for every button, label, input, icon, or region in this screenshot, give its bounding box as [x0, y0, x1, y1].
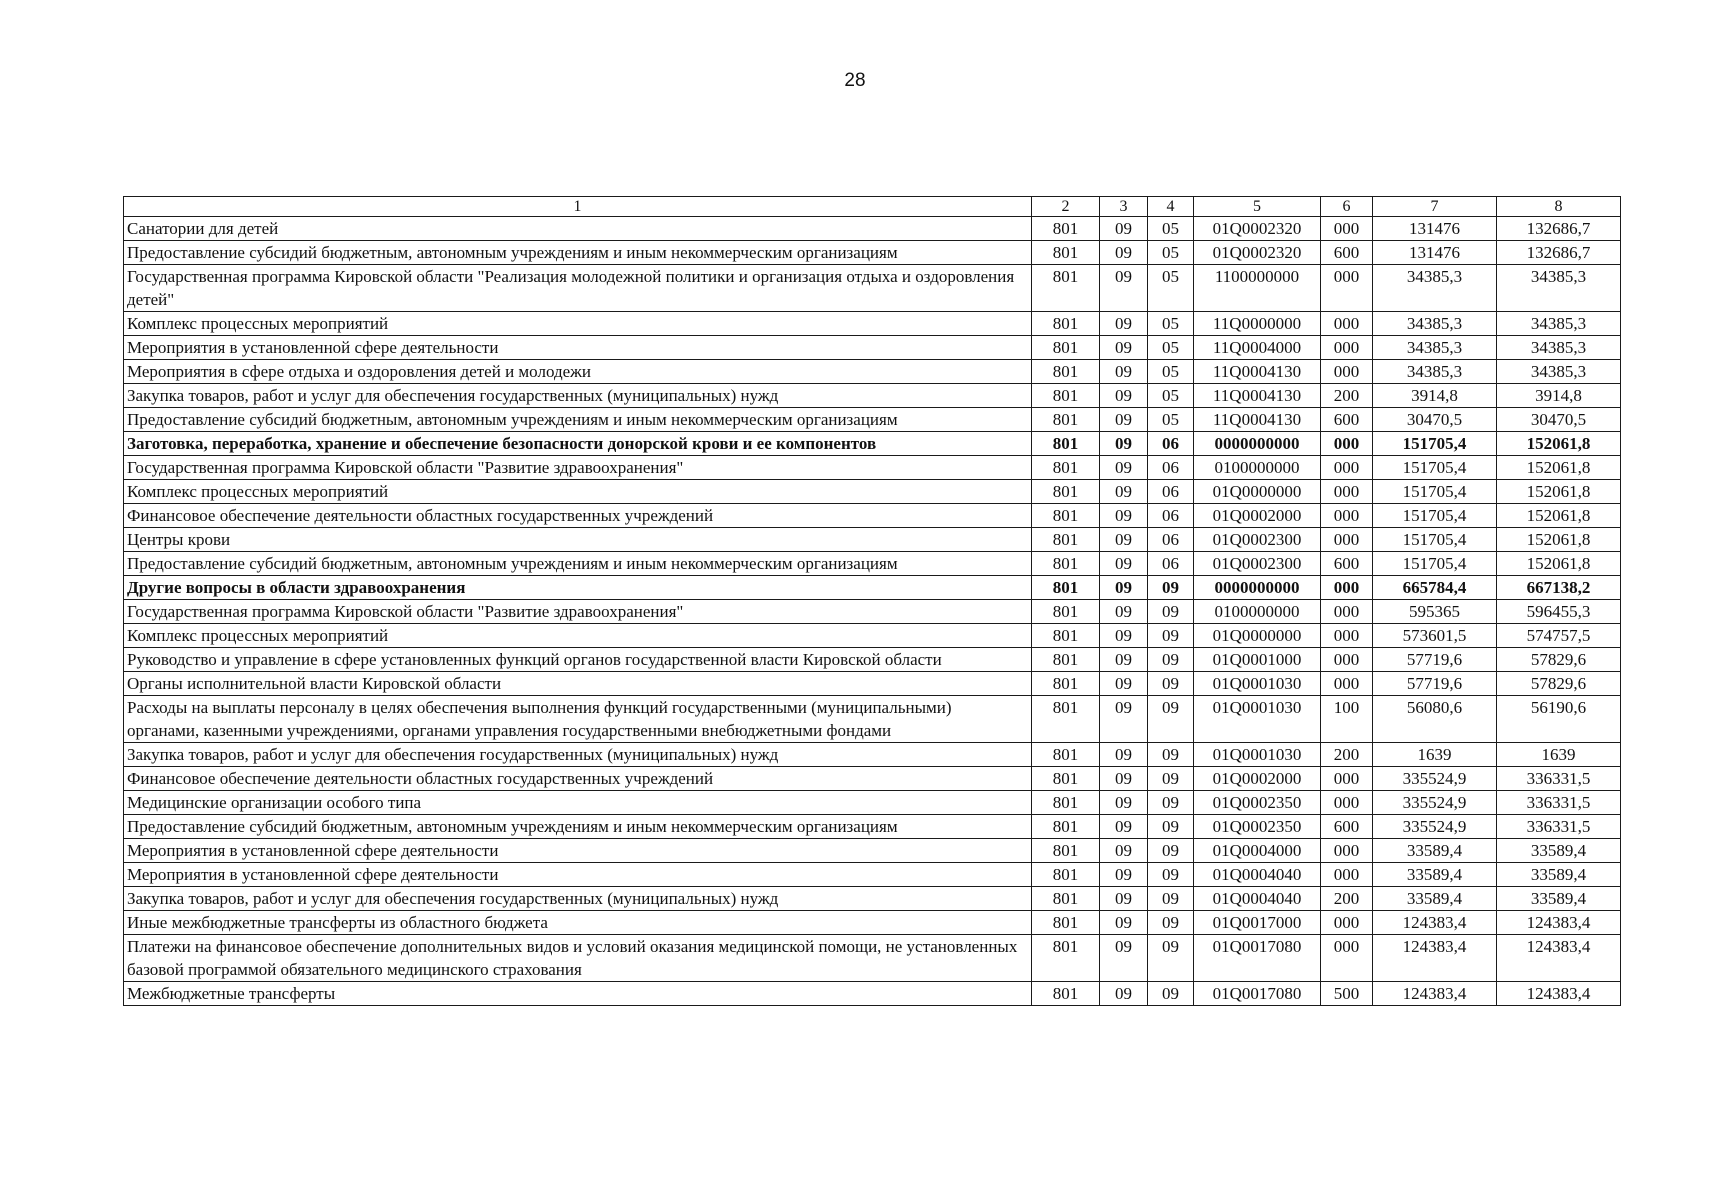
col8-amount-cell: 124383,4: [1497, 911, 1621, 935]
col8-amount-cell: 596455,3: [1497, 600, 1621, 624]
table-row: [124, 265, 1621, 312]
table-row: [124, 887, 1621, 911]
col3-cell: 09: [1100, 456, 1148, 480]
col3-cell: 09: [1100, 528, 1148, 552]
row-name-cell: Мероприятия в установленной сфере деятельности: [124, 863, 1032, 887]
col7-amount-cell: 56080,6: [1373, 696, 1497, 743]
col4-cell: 09: [1148, 672, 1194, 696]
col5-code-cell: 01Q0001030: [1194, 743, 1321, 767]
col2-cell: 801: [1032, 863, 1100, 887]
col8-amount-cell: 30470,5: [1497, 408, 1621, 432]
col6-cell: 000: [1321, 528, 1373, 552]
col8-amount-cell: 33589,4: [1497, 839, 1621, 863]
col5-code-cell: 01Q0004040: [1194, 887, 1321, 911]
col7-amount-cell: 151705,4: [1373, 480, 1497, 504]
col2-cell: 801: [1032, 600, 1100, 624]
col4-cell: 09: [1148, 696, 1194, 743]
col5-code-cell: 01Q0000000: [1194, 624, 1321, 648]
col8-amount-cell: 57829,6: [1497, 648, 1621, 672]
col2-cell: 801: [1032, 312, 1100, 336]
col8-amount-cell: 152061,8: [1497, 528, 1621, 552]
col5-code-cell: 01Q0001030: [1194, 672, 1321, 696]
col5-code-cell: 01Q0001030: [1194, 696, 1321, 743]
row-name-cell: Центры крови: [124, 528, 1032, 552]
row-name-cell: Санатории для детей: [124, 217, 1032, 241]
col3-cell: 09: [1100, 312, 1148, 336]
col3-cell: 09: [1100, 576, 1148, 600]
col6-cell: 000: [1321, 600, 1373, 624]
col6-cell: 600: [1321, 552, 1373, 576]
col4-cell: 09: [1148, 935, 1194, 982]
col3-cell: 09: [1100, 791, 1148, 815]
col5-code-cell: 11Q0004130: [1194, 360, 1321, 384]
col7-amount-cell: 57719,6: [1373, 648, 1497, 672]
header-cell: 1: [124, 197, 1032, 217]
col5-code-cell: 01Q0000000: [1194, 480, 1321, 504]
col6-cell: 000: [1321, 504, 1373, 528]
col7-amount-cell: 151705,4: [1373, 528, 1497, 552]
table-row: [124, 791, 1621, 815]
col4-cell: 05: [1148, 408, 1194, 432]
col8-amount-cell: 336331,5: [1497, 815, 1621, 839]
col8-amount-cell: 152061,8: [1497, 432, 1621, 456]
col2-cell: 801: [1032, 504, 1100, 528]
col3-cell: 09: [1100, 552, 1148, 576]
row-name-cell: Комплекс процессных мероприятий: [124, 480, 1032, 504]
col4-cell: 09: [1148, 982, 1194, 1006]
col7-amount-cell: 335524,9: [1373, 791, 1497, 815]
col4-cell: 09: [1148, 839, 1194, 863]
col7-amount-cell: 34385,3: [1373, 265, 1497, 312]
col8-amount-cell: 56190,6: [1497, 696, 1621, 743]
col2-cell: 801: [1032, 336, 1100, 360]
col2-cell: 801: [1032, 432, 1100, 456]
col5-code-cell: 01Q0004040: [1194, 863, 1321, 887]
col4-cell: 09: [1148, 767, 1194, 791]
table-row: [124, 935, 1621, 982]
table-row: [124, 600, 1621, 624]
row-name-cell: Финансовое обеспечение деятельности областных государственных учреждений: [124, 767, 1032, 791]
row-name-cell: Закупка товаров, работ и услуг для обеспечения государственных (муниципальных) нужд: [124, 887, 1032, 911]
col4-cell: 05: [1148, 336, 1194, 360]
col7-amount-cell: 595365: [1373, 600, 1497, 624]
col4-cell: 05: [1148, 241, 1194, 265]
col2-cell: 801: [1032, 935, 1100, 982]
col7-amount-cell: 3914,8: [1373, 384, 1497, 408]
col7-amount-cell: 335524,9: [1373, 815, 1497, 839]
col2-cell: 801: [1032, 839, 1100, 863]
table-body: [124, 217, 1621, 1006]
col4-cell: 09: [1148, 815, 1194, 839]
header-cell: 3: [1100, 197, 1148, 217]
col7-amount-cell: 124383,4: [1373, 935, 1497, 982]
col6-cell: 200: [1321, 384, 1373, 408]
col7-amount-cell: 33589,4: [1373, 887, 1497, 911]
table-row: [124, 648, 1621, 672]
col6-cell: 000: [1321, 265, 1373, 312]
row-name-cell: Иные межбюджетные трансферты из областного бюджета: [124, 911, 1032, 935]
col4-cell: 05: [1148, 265, 1194, 312]
col3-cell: 09: [1100, 432, 1148, 456]
table-row: [124, 312, 1621, 336]
col3-cell: 09: [1100, 408, 1148, 432]
col8-amount-cell: 124383,4: [1497, 935, 1621, 982]
col3-cell: 09: [1100, 767, 1148, 791]
col4-cell: 09: [1148, 743, 1194, 767]
col4-cell: 06: [1148, 456, 1194, 480]
col2-cell: 801: [1032, 982, 1100, 1006]
row-name-cell: Межбюджетные трансферты: [124, 982, 1032, 1006]
row-name-cell: Финансовое обеспечение деятельности областных государственных учреждений: [124, 504, 1032, 528]
col5-code-cell: 01Q0002000: [1194, 504, 1321, 528]
col5-code-cell: 01Q0002300: [1194, 528, 1321, 552]
table-row: [124, 552, 1621, 576]
header-cell: 4: [1148, 197, 1194, 217]
col3-cell: 09: [1100, 982, 1148, 1006]
col2-cell: 801: [1032, 528, 1100, 552]
col7-amount-cell: 1639: [1373, 743, 1497, 767]
row-name-cell: Закупка товаров, работ и услуг для обеспечения государственных (муниципальных) нужд: [124, 743, 1032, 767]
col7-amount-cell: 151705,4: [1373, 456, 1497, 480]
col2-cell: 801: [1032, 624, 1100, 648]
row-name-cell: Руководство и управление в сфере установленных функций органов государственной власти Кировской области: [124, 648, 1032, 672]
col4-cell: 09: [1148, 576, 1194, 600]
col4-cell: 09: [1148, 911, 1194, 935]
col6-cell: 000: [1321, 217, 1373, 241]
col6-cell: 000: [1321, 432, 1373, 456]
col8-amount-cell: 3914,8: [1497, 384, 1621, 408]
col8-amount-cell: 34385,3: [1497, 265, 1621, 312]
col3-cell: 09: [1100, 480, 1148, 504]
col6-cell: 000: [1321, 648, 1373, 672]
col7-amount-cell: 34385,3: [1373, 360, 1497, 384]
col6-cell: 100: [1321, 696, 1373, 743]
row-name-cell: Комплекс процессных мероприятий: [124, 624, 1032, 648]
table-row: [124, 336, 1621, 360]
col3-cell: 09: [1100, 839, 1148, 863]
col6-cell: 000: [1321, 480, 1373, 504]
col3-cell: 09: [1100, 863, 1148, 887]
col2-cell: 801: [1032, 456, 1100, 480]
col6-cell: 000: [1321, 911, 1373, 935]
col8-amount-cell: 124383,4: [1497, 982, 1621, 1006]
col6-cell: 000: [1321, 312, 1373, 336]
table-row: [124, 241, 1621, 265]
row-name-cell: Предоставление субсидий бюджетным, автономным учреждениям и иным некоммерческим организациям: [124, 552, 1032, 576]
col8-amount-cell: 33589,4: [1497, 863, 1621, 887]
table-row: [124, 672, 1621, 696]
col2-cell: 801: [1032, 767, 1100, 791]
table-row: [124, 504, 1621, 528]
row-name-cell: Органы исполнительной власти Кировской области: [124, 672, 1032, 696]
row-name-cell: Платежи на финансовое обеспечение дополнительных видов и условий оказания медицинской помощи, не установленных базовой программой обязательного медицинского страхования: [124, 935, 1032, 982]
header-cell: 2: [1032, 197, 1100, 217]
col4-cell: 09: [1148, 791, 1194, 815]
table-row: [124, 480, 1621, 504]
col6-cell: 000: [1321, 576, 1373, 600]
col6-cell: 000: [1321, 839, 1373, 863]
col7-amount-cell: 665784,4: [1373, 576, 1497, 600]
col7-amount-cell: 124383,4: [1373, 911, 1497, 935]
col4-cell: 05: [1148, 312, 1194, 336]
col8-amount-cell: 574757,5: [1497, 624, 1621, 648]
col5-code-cell: 0000000000: [1194, 432, 1321, 456]
row-name-cell: Медицинские организации особого типа: [124, 791, 1032, 815]
col7-amount-cell: 131476: [1373, 241, 1497, 265]
col3-cell: 09: [1100, 696, 1148, 743]
table-row: [124, 528, 1621, 552]
col7-amount-cell: 57719,6: [1373, 672, 1497, 696]
col5-code-cell: 01Q0017080: [1194, 982, 1321, 1006]
col2-cell: 801: [1032, 576, 1100, 600]
col7-amount-cell: 131476: [1373, 217, 1497, 241]
col3-cell: 09: [1100, 504, 1148, 528]
col3-cell: 09: [1100, 624, 1148, 648]
col8-amount-cell: 152061,8: [1497, 552, 1621, 576]
table-row: [124, 696, 1621, 743]
col5-code-cell: 01Q0002350: [1194, 791, 1321, 815]
table-row: [124, 432, 1621, 456]
col4-cell: 05: [1148, 217, 1194, 241]
header-cell: 5: [1194, 197, 1321, 217]
header-cell: 6: [1321, 197, 1373, 217]
col2-cell: 801: [1032, 265, 1100, 312]
col3-cell: 09: [1100, 815, 1148, 839]
col3-cell: 09: [1100, 360, 1148, 384]
col6-cell: 600: [1321, 241, 1373, 265]
row-name-cell: Государственная программа Кировской области "Развитие здравоохранения": [124, 456, 1032, 480]
col8-amount-cell: 1639: [1497, 743, 1621, 767]
col2-cell: 801: [1032, 648, 1100, 672]
col8-amount-cell: 33589,4: [1497, 887, 1621, 911]
col5-code-cell: 11Q0004000: [1194, 336, 1321, 360]
row-name-cell: Предоставление субсидий бюджетным, автономным учреждениям и иным некоммерческим организациям: [124, 241, 1032, 265]
header-cell: 8: [1497, 197, 1621, 217]
col2-cell: 801: [1032, 552, 1100, 576]
col7-amount-cell: 33589,4: [1373, 839, 1497, 863]
col4-cell: 06: [1148, 528, 1194, 552]
col8-amount-cell: 336331,5: [1497, 767, 1621, 791]
col5-code-cell: 0100000000: [1194, 600, 1321, 624]
col8-amount-cell: 336331,5: [1497, 791, 1621, 815]
row-name-cell: Расходы на выплаты персоналу в целях обеспечения выполнения функций государственными (муниципальными) органами, казенными учреждениями, органами управления государственными внебюджетными фондами: [124, 696, 1032, 743]
table-row: [124, 217, 1621, 241]
col2-cell: 801: [1032, 743, 1100, 767]
table-row: [124, 384, 1621, 408]
table-row: [124, 624, 1621, 648]
row-name-cell: Предоставление субсидий бюджетным, автономным учреждениям и иным некоммерческим организациям: [124, 408, 1032, 432]
table-row: [124, 863, 1621, 887]
col8-amount-cell: 34385,3: [1497, 336, 1621, 360]
col2-cell: 801: [1032, 360, 1100, 384]
col6-cell: 500: [1321, 982, 1373, 1006]
table-row: [124, 408, 1621, 432]
col5-code-cell: 01Q0002320: [1194, 241, 1321, 265]
col8-amount-cell: 34385,3: [1497, 312, 1621, 336]
col4-cell: 06: [1148, 552, 1194, 576]
col3-cell: 09: [1100, 648, 1148, 672]
col2-cell: 801: [1032, 696, 1100, 743]
row-name-cell: Заготовка, переработка, хранение и обеспечение безопасности донорской крови и ее компонентов: [124, 432, 1032, 456]
page-number: 28: [844, 70, 866, 91]
row-name-cell: Мероприятия в установленной сфере деятельности: [124, 336, 1032, 360]
col2-cell: 801: [1032, 887, 1100, 911]
col3-cell: 09: [1100, 672, 1148, 696]
col8-amount-cell: 34385,3: [1497, 360, 1621, 384]
col4-cell: 09: [1148, 863, 1194, 887]
col7-amount-cell: 573601,5: [1373, 624, 1497, 648]
col5-code-cell: 01Q0001000: [1194, 648, 1321, 672]
table-row: [124, 839, 1621, 863]
col8-amount-cell: 667138,2: [1497, 576, 1621, 600]
col3-cell: 09: [1100, 935, 1148, 982]
col2-cell: 801: [1032, 241, 1100, 265]
col6-cell: 200: [1321, 743, 1373, 767]
col6-cell: 200: [1321, 887, 1373, 911]
col5-code-cell: 11Q0004130: [1194, 384, 1321, 408]
col2-cell: 801: [1032, 217, 1100, 241]
table-row: [124, 911, 1621, 935]
col5-code-cell: 0000000000: [1194, 576, 1321, 600]
table-row: [124, 815, 1621, 839]
col4-cell: 09: [1148, 600, 1194, 624]
row-name-cell: Предоставление субсидий бюджетным, автономным учреждениям и иным некоммерческим организациям: [124, 815, 1032, 839]
table-row: [124, 767, 1621, 791]
col8-amount-cell: 152061,8: [1497, 504, 1621, 528]
header-row: [124, 197, 1621, 217]
col2-cell: 801: [1032, 791, 1100, 815]
col3-cell: 09: [1100, 241, 1148, 265]
col7-amount-cell: 151705,4: [1373, 552, 1497, 576]
col2-cell: 801: [1032, 911, 1100, 935]
col6-cell: 000: [1321, 791, 1373, 815]
col5-code-cell: 01Q0004000: [1194, 839, 1321, 863]
col5-code-cell: 11Q0004130: [1194, 408, 1321, 432]
table-row: [124, 743, 1621, 767]
col6-cell: 000: [1321, 672, 1373, 696]
col5-code-cell: 01Q0017080: [1194, 935, 1321, 982]
col6-cell: 600: [1321, 815, 1373, 839]
row-name-cell: Закупка товаров, работ и услуг для обеспечения государственных (муниципальных) нужд: [124, 384, 1032, 408]
col8-amount-cell: 152061,8: [1497, 456, 1621, 480]
col7-amount-cell: 34385,3: [1373, 312, 1497, 336]
col8-amount-cell: 152061,8: [1497, 480, 1621, 504]
col7-amount-cell: 335524,9: [1373, 767, 1497, 791]
table-row: [124, 456, 1621, 480]
col8-amount-cell: 132686,7: [1497, 217, 1621, 241]
col6-cell: 000: [1321, 767, 1373, 791]
col2-cell: 801: [1032, 672, 1100, 696]
col2-cell: 801: [1032, 408, 1100, 432]
col7-amount-cell: 124383,4: [1373, 982, 1497, 1006]
table-row: [124, 360, 1621, 384]
col5-code-cell: 11Q0000000: [1194, 312, 1321, 336]
col6-cell: 000: [1321, 935, 1373, 982]
col3-cell: 09: [1100, 600, 1148, 624]
col5-code-cell: 01Q0002300: [1194, 552, 1321, 576]
col6-cell: 600: [1321, 408, 1373, 432]
row-name-cell: Другие вопросы в области здравоохранения: [124, 576, 1032, 600]
row-name-cell: Комплекс процессных мероприятий: [124, 312, 1032, 336]
col3-cell: 09: [1100, 911, 1148, 935]
col5-code-cell: 01Q0002350: [1194, 815, 1321, 839]
col8-amount-cell: 57829,6: [1497, 672, 1621, 696]
col5-code-cell: 01Q0002320: [1194, 217, 1321, 241]
col4-cell: 09: [1148, 648, 1194, 672]
col3-cell: 09: [1100, 336, 1148, 360]
col7-amount-cell: 151705,4: [1373, 432, 1497, 456]
col5-code-cell: 0100000000: [1194, 456, 1321, 480]
budget-table: [123, 196, 1621, 1006]
col3-cell: 09: [1100, 384, 1148, 408]
col2-cell: 801: [1032, 815, 1100, 839]
col4-cell: 05: [1148, 384, 1194, 408]
col6-cell: 000: [1321, 624, 1373, 648]
col7-amount-cell: 33589,4: [1373, 863, 1497, 887]
col3-cell: 09: [1100, 217, 1148, 241]
col7-amount-cell: 34385,3: [1373, 336, 1497, 360]
col7-amount-cell: 30470,5: [1373, 408, 1497, 432]
col5-code-cell: 01Q0017000: [1194, 911, 1321, 935]
col2-cell: 801: [1032, 384, 1100, 408]
col5-code-cell: 01Q0002000: [1194, 767, 1321, 791]
col2-cell: 801: [1032, 480, 1100, 504]
col3-cell: 09: [1100, 743, 1148, 767]
col5-code-cell: 1100000000: [1194, 265, 1321, 312]
col4-cell: 09: [1148, 624, 1194, 648]
col4-cell: 05: [1148, 360, 1194, 384]
col6-cell: 000: [1321, 863, 1373, 887]
col8-amount-cell: 132686,7: [1497, 241, 1621, 265]
table-row: [124, 576, 1621, 600]
row-name-cell: Государственная программа Кировской области "Развитие здравоохранения": [124, 600, 1032, 624]
col7-amount-cell: 151705,4: [1373, 504, 1497, 528]
row-name-cell: Государственная программа Кировской области "Реализация молодежной политики и организация отдыха и оздоровления детей": [124, 265, 1032, 312]
col4-cell: 06: [1148, 480, 1194, 504]
col4-cell: 06: [1148, 504, 1194, 528]
col6-cell: 000: [1321, 336, 1373, 360]
col3-cell: 09: [1100, 887, 1148, 911]
col4-cell: 06: [1148, 432, 1194, 456]
table-row: [124, 982, 1621, 1006]
col3-cell: 09: [1100, 265, 1148, 312]
row-name-cell: Мероприятия в установленной сфере деятельности: [124, 839, 1032, 863]
col6-cell: 000: [1321, 360, 1373, 384]
header-cell: 7: [1373, 197, 1497, 217]
col6-cell: 000: [1321, 456, 1373, 480]
col4-cell: 09: [1148, 887, 1194, 911]
row-name-cell: Мероприятия в сфере отдыха и оздоровления детей и молодежи: [124, 360, 1032, 384]
